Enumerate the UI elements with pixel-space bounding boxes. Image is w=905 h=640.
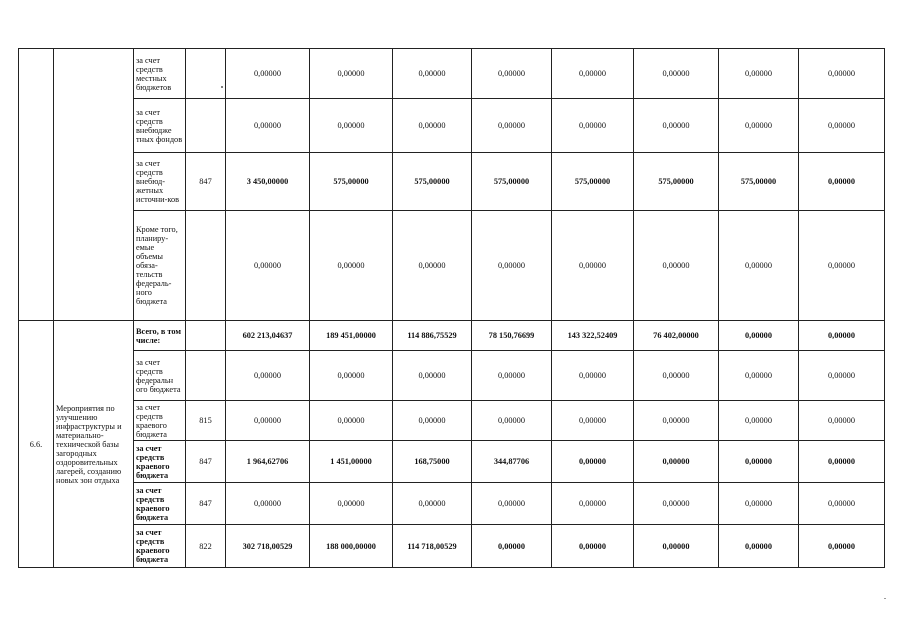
funding-source-label: за счет средств краевого бюджета xyxy=(134,401,186,441)
section-name: Мероприятия по улучшению инфраструктуры и материально-технической базы загородных оздоровительных лагерей, созданию новых зон отдыха xyxy=(54,321,134,568)
amount-cell: 0,00000 xyxy=(393,351,472,401)
amount-cell: 0,00000 xyxy=(472,401,552,441)
amount-cell: 143 322,52409 xyxy=(552,321,634,351)
amount-cell: 0,00000 xyxy=(799,211,885,321)
amount-cell: 0,00000 xyxy=(472,351,552,401)
amount-cell: 0,00000 xyxy=(799,483,885,525)
budget-code xyxy=(186,49,226,99)
amount-cell: 0,00000 xyxy=(634,525,719,568)
amount-cell: 344,87706 xyxy=(472,441,552,483)
amount-cell: 0,00000 xyxy=(310,351,393,401)
budget-code xyxy=(186,211,226,321)
amount-cell: 0,00000 xyxy=(552,351,634,401)
table-row xyxy=(19,153,885,211)
budget-code: 822 xyxy=(186,525,226,568)
funding-source-label: за счет средств краевого бюджета xyxy=(134,525,186,568)
amount-cell: 0,00000 xyxy=(552,211,634,321)
section-name-cell xyxy=(54,49,134,321)
amount-cell: 602 213,04637 xyxy=(226,321,310,351)
amount-cell: 1 964,62706 xyxy=(226,441,310,483)
amount-cell: 114 886,75529 xyxy=(393,321,472,351)
amount-cell: 0,00000 xyxy=(634,351,719,401)
amount-cell: 575,00000 xyxy=(552,153,634,211)
amount-cell: 0,00000 xyxy=(226,99,310,153)
amount-cell: 0,00000 xyxy=(719,441,799,483)
amount-cell: 76 402,00000 xyxy=(634,321,719,351)
amount-cell: 0,00000 xyxy=(472,525,552,568)
amount-cell: 575,00000 xyxy=(393,153,472,211)
amount-cell: 0,00000 xyxy=(634,441,719,483)
table-row xyxy=(19,321,885,351)
amount-cell: 0,00000 xyxy=(634,483,719,525)
amount-cell: 0,00000 xyxy=(799,441,885,483)
amount-cell: 0,00000 xyxy=(719,401,799,441)
table-row xyxy=(19,401,885,441)
scan-speck xyxy=(221,86,223,88)
amount-cell: 575,00000 xyxy=(472,153,552,211)
budget-code xyxy=(186,321,226,351)
amount-cell: 0,00000 xyxy=(226,351,310,401)
amount-cell: 0,00000 xyxy=(226,483,310,525)
amount-cell: 0,00000 xyxy=(719,351,799,401)
amount-cell: 0,00000 xyxy=(310,211,393,321)
amount-cell: 0,00000 xyxy=(310,99,393,153)
amount-cell: 0,00000 xyxy=(799,49,885,99)
amount-cell: 0,00000 xyxy=(799,99,885,153)
amount-cell: 575,00000 xyxy=(719,153,799,211)
table-row xyxy=(19,441,885,483)
amount-cell: 0,00000 xyxy=(472,483,552,525)
amount-cell: 0,00000 xyxy=(310,49,393,99)
amount-cell: 0,00000 xyxy=(393,99,472,153)
budget-code: 847 xyxy=(186,153,226,211)
amount-cell: 0,00000 xyxy=(719,525,799,568)
amount-cell: 575,00000 xyxy=(634,153,719,211)
amount-cell: 188 000,00000 xyxy=(310,525,393,568)
table-row xyxy=(19,99,885,153)
amount-cell: 0,00000 xyxy=(799,321,885,351)
amount-cell: 0,00000 xyxy=(310,401,393,441)
amount-cell: 0,00000 xyxy=(472,211,552,321)
amount-cell: 0,00000 xyxy=(393,211,472,321)
amount-cell: 575,00000 xyxy=(310,153,393,211)
section-number-cell xyxy=(19,49,54,321)
amount-cell: 0,00000 xyxy=(719,211,799,321)
amount-cell: 0,00000 xyxy=(393,483,472,525)
amount-cell: 0,00000 xyxy=(634,99,719,153)
table-row xyxy=(19,49,885,99)
funding-source-label: за счет средств внебюдже тных фондов xyxy=(134,99,186,153)
amount-cell: 78 150,76699 xyxy=(472,321,552,351)
amount-cell: 0,00000 xyxy=(226,211,310,321)
amount-cell: 0,00000 xyxy=(719,483,799,525)
table-row xyxy=(19,351,885,401)
funding-source-label: за счет средств федеральн ого бюджета xyxy=(134,351,186,401)
amount-cell: 0,00000 xyxy=(552,483,634,525)
amount-cell: 0,00000 xyxy=(552,401,634,441)
funding-source-label: за счет средств краевого бюджета xyxy=(134,483,186,525)
funding-source-label: Всего, в том числе: xyxy=(134,321,186,351)
amount-cell: 189 451,00000 xyxy=(310,321,393,351)
amount-cell: 168,75000 xyxy=(393,441,472,483)
table-row xyxy=(19,483,885,525)
amount-cell: 0,00000 xyxy=(393,401,472,441)
amount-cell: 0,00000 xyxy=(719,49,799,99)
amount-cell: 0,00000 xyxy=(472,99,552,153)
budget-table xyxy=(18,48,885,568)
amount-cell: 0,00000 xyxy=(472,49,552,99)
amount-cell: 1 451,00000 xyxy=(310,441,393,483)
amount-cell: 0,00000 xyxy=(799,401,885,441)
amount-cell: 0,00000 xyxy=(719,99,799,153)
table-row xyxy=(19,211,885,321)
section-number: 6.6. xyxy=(19,321,54,568)
funding-source-label: за счет средств краевого бюджета xyxy=(134,441,186,483)
budget-code: 847 xyxy=(186,441,226,483)
amount-cell: 0,00000 xyxy=(634,49,719,99)
amount-cell: 0,00000 xyxy=(719,321,799,351)
scan-speck xyxy=(884,598,886,599)
amount-cell: 0,00000 xyxy=(310,483,393,525)
budget-code xyxy=(186,99,226,153)
amount-cell: 302 718,00529 xyxy=(226,525,310,568)
funding-source-label: за счет средств местных бюджетов xyxy=(134,49,186,99)
amount-cell: 0,00000 xyxy=(552,99,634,153)
amount-cell: 0,00000 xyxy=(799,525,885,568)
table-body xyxy=(19,49,885,568)
amount-cell: 0,00000 xyxy=(552,525,634,568)
amount-cell: 0,00000 xyxy=(552,441,634,483)
funding-source-label: Кроме того, планиру-емые объемы обяза-тельств федераль-ного бюджета xyxy=(134,211,186,321)
amount-cell: 114 718,00529 xyxy=(393,525,472,568)
budget-code: 815 xyxy=(186,401,226,441)
amount-cell: 0,00000 xyxy=(634,401,719,441)
amount-cell: 0,00000 xyxy=(226,401,310,441)
amount-cell: 0,00000 xyxy=(393,49,472,99)
amount-cell: 0,00000 xyxy=(634,211,719,321)
budget-code: 847 xyxy=(186,483,226,525)
amount-cell: 0,00000 xyxy=(226,49,310,99)
amount-cell: 3 450,00000 xyxy=(226,153,310,211)
funding-source-label: за счет средств внебюд-жетных источни-ков xyxy=(134,153,186,211)
amount-cell: 0,00000 xyxy=(799,153,885,211)
budget-code xyxy=(186,351,226,401)
table-row xyxy=(19,525,885,568)
amount-cell: 0,00000 xyxy=(799,351,885,401)
amount-cell: 0,00000 xyxy=(552,49,634,99)
